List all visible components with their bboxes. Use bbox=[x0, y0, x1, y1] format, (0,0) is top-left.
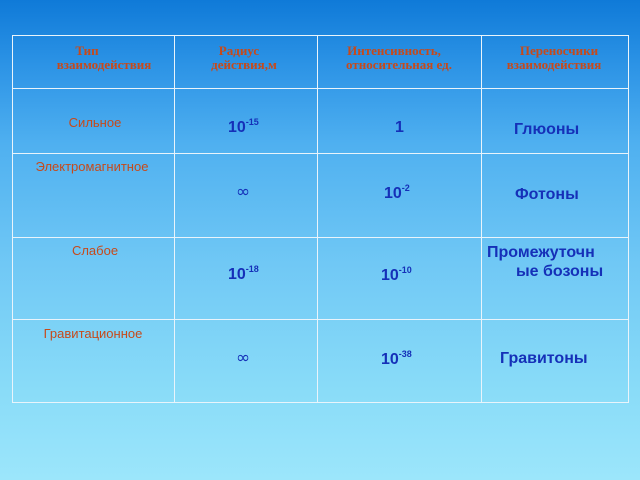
table-border-right bbox=[628, 35, 629, 403]
header-type-line2: взаимодействия bbox=[56, 56, 152, 72]
carrier-intermediate-bosons-line2: ые бозоны bbox=[516, 262, 604, 280]
row-divider bbox=[174, 237, 318, 238]
row-divider bbox=[12, 88, 175, 89]
interaction-type-gravitational: Гравитационное bbox=[43, 326, 143, 341]
intensity-electromagnetic-base: 10 bbox=[384, 185, 402, 202]
intensity-weak-base: 10 bbox=[381, 267, 399, 284]
intensity-strong-base: 1 bbox=[395, 119, 404, 136]
row-divider bbox=[317, 237, 482, 238]
header-carriers-line1: Переносчики bbox=[519, 43, 599, 58]
row-divider bbox=[174, 88, 318, 89]
radius-gravitational: ∞ bbox=[236, 348, 251, 368]
row-divider bbox=[481, 319, 629, 320]
row-divider bbox=[317, 319, 482, 320]
header-intensity bbox=[322, 44, 476, 71]
interaction-type-electromagnetic: Электромагнитное bbox=[35, 159, 149, 174]
column-divider bbox=[481, 35, 482, 403]
table-border-top bbox=[12, 35, 629, 36]
table-border-left bbox=[12, 35, 13, 403]
carrier-gluons: Глюоны bbox=[514, 121, 580, 138]
row-divider bbox=[481, 153, 629, 154]
radius-weak-base: 10 bbox=[228, 266, 246, 283]
intensity-gravitational-exponent: -38 bbox=[398, 349, 412, 359]
interaction-type-strong: Сильное bbox=[68, 115, 122, 130]
carrier-gravitons: Гравитоны bbox=[500, 350, 588, 367]
header-type-line1: Тип bbox=[75, 43, 99, 58]
row-divider bbox=[12, 237, 175, 238]
header-carriers bbox=[486, 44, 622, 71]
header-radius-line1: Радиус bbox=[218, 43, 260, 58]
intensity-weak bbox=[381, 265, 412, 285]
table-border-bottom bbox=[12, 402, 629, 403]
intensity-electromagnetic bbox=[384, 183, 410, 203]
header-radius bbox=[194, 44, 294, 71]
row-divider bbox=[12, 153, 175, 154]
row-divider bbox=[174, 153, 318, 154]
carrier-photons: Фотоны bbox=[515, 186, 579, 203]
row-divider bbox=[12, 319, 175, 320]
header-type bbox=[36, 44, 172, 71]
radius-strong-exponent: -15 bbox=[245, 117, 259, 127]
carrier-intermediate-bosons-line1: Промежуточн bbox=[487, 244, 595, 261]
row-divider bbox=[317, 88, 482, 89]
intensity-gravitational bbox=[381, 349, 412, 369]
header-intensity-line2: относительная ед. bbox=[346, 56, 452, 72]
intensity-electromagnetic-exponent: -2 bbox=[401, 183, 410, 193]
column-divider bbox=[174, 35, 175, 403]
radius-weak-exponent: -18 bbox=[245, 264, 259, 274]
interaction-type-weak: Слабое bbox=[71, 243, 119, 258]
carrier-intermediate-bosons bbox=[487, 245, 603, 281]
header-radius-line2: действия,м bbox=[211, 56, 277, 72]
row-divider bbox=[317, 153, 482, 154]
row-divider bbox=[174, 319, 318, 320]
radius-strong-base: 10 bbox=[228, 119, 246, 136]
header-intensity-line1: Интенсивность, bbox=[347, 43, 441, 58]
radius-strong bbox=[228, 117, 259, 137]
radius-weak bbox=[228, 264, 259, 284]
intensity-gravitational-base: 10 bbox=[381, 351, 399, 368]
column-divider bbox=[317, 35, 318, 403]
radius-electromagnetic: ∞ bbox=[236, 182, 251, 202]
row-divider bbox=[481, 237, 629, 238]
intensity-strong bbox=[395, 120, 404, 137]
intensity-weak-exponent: -10 bbox=[398, 265, 412, 275]
header-carriers-line2: взаимодействия bbox=[506, 56, 602, 72]
row-divider bbox=[481, 88, 629, 89]
